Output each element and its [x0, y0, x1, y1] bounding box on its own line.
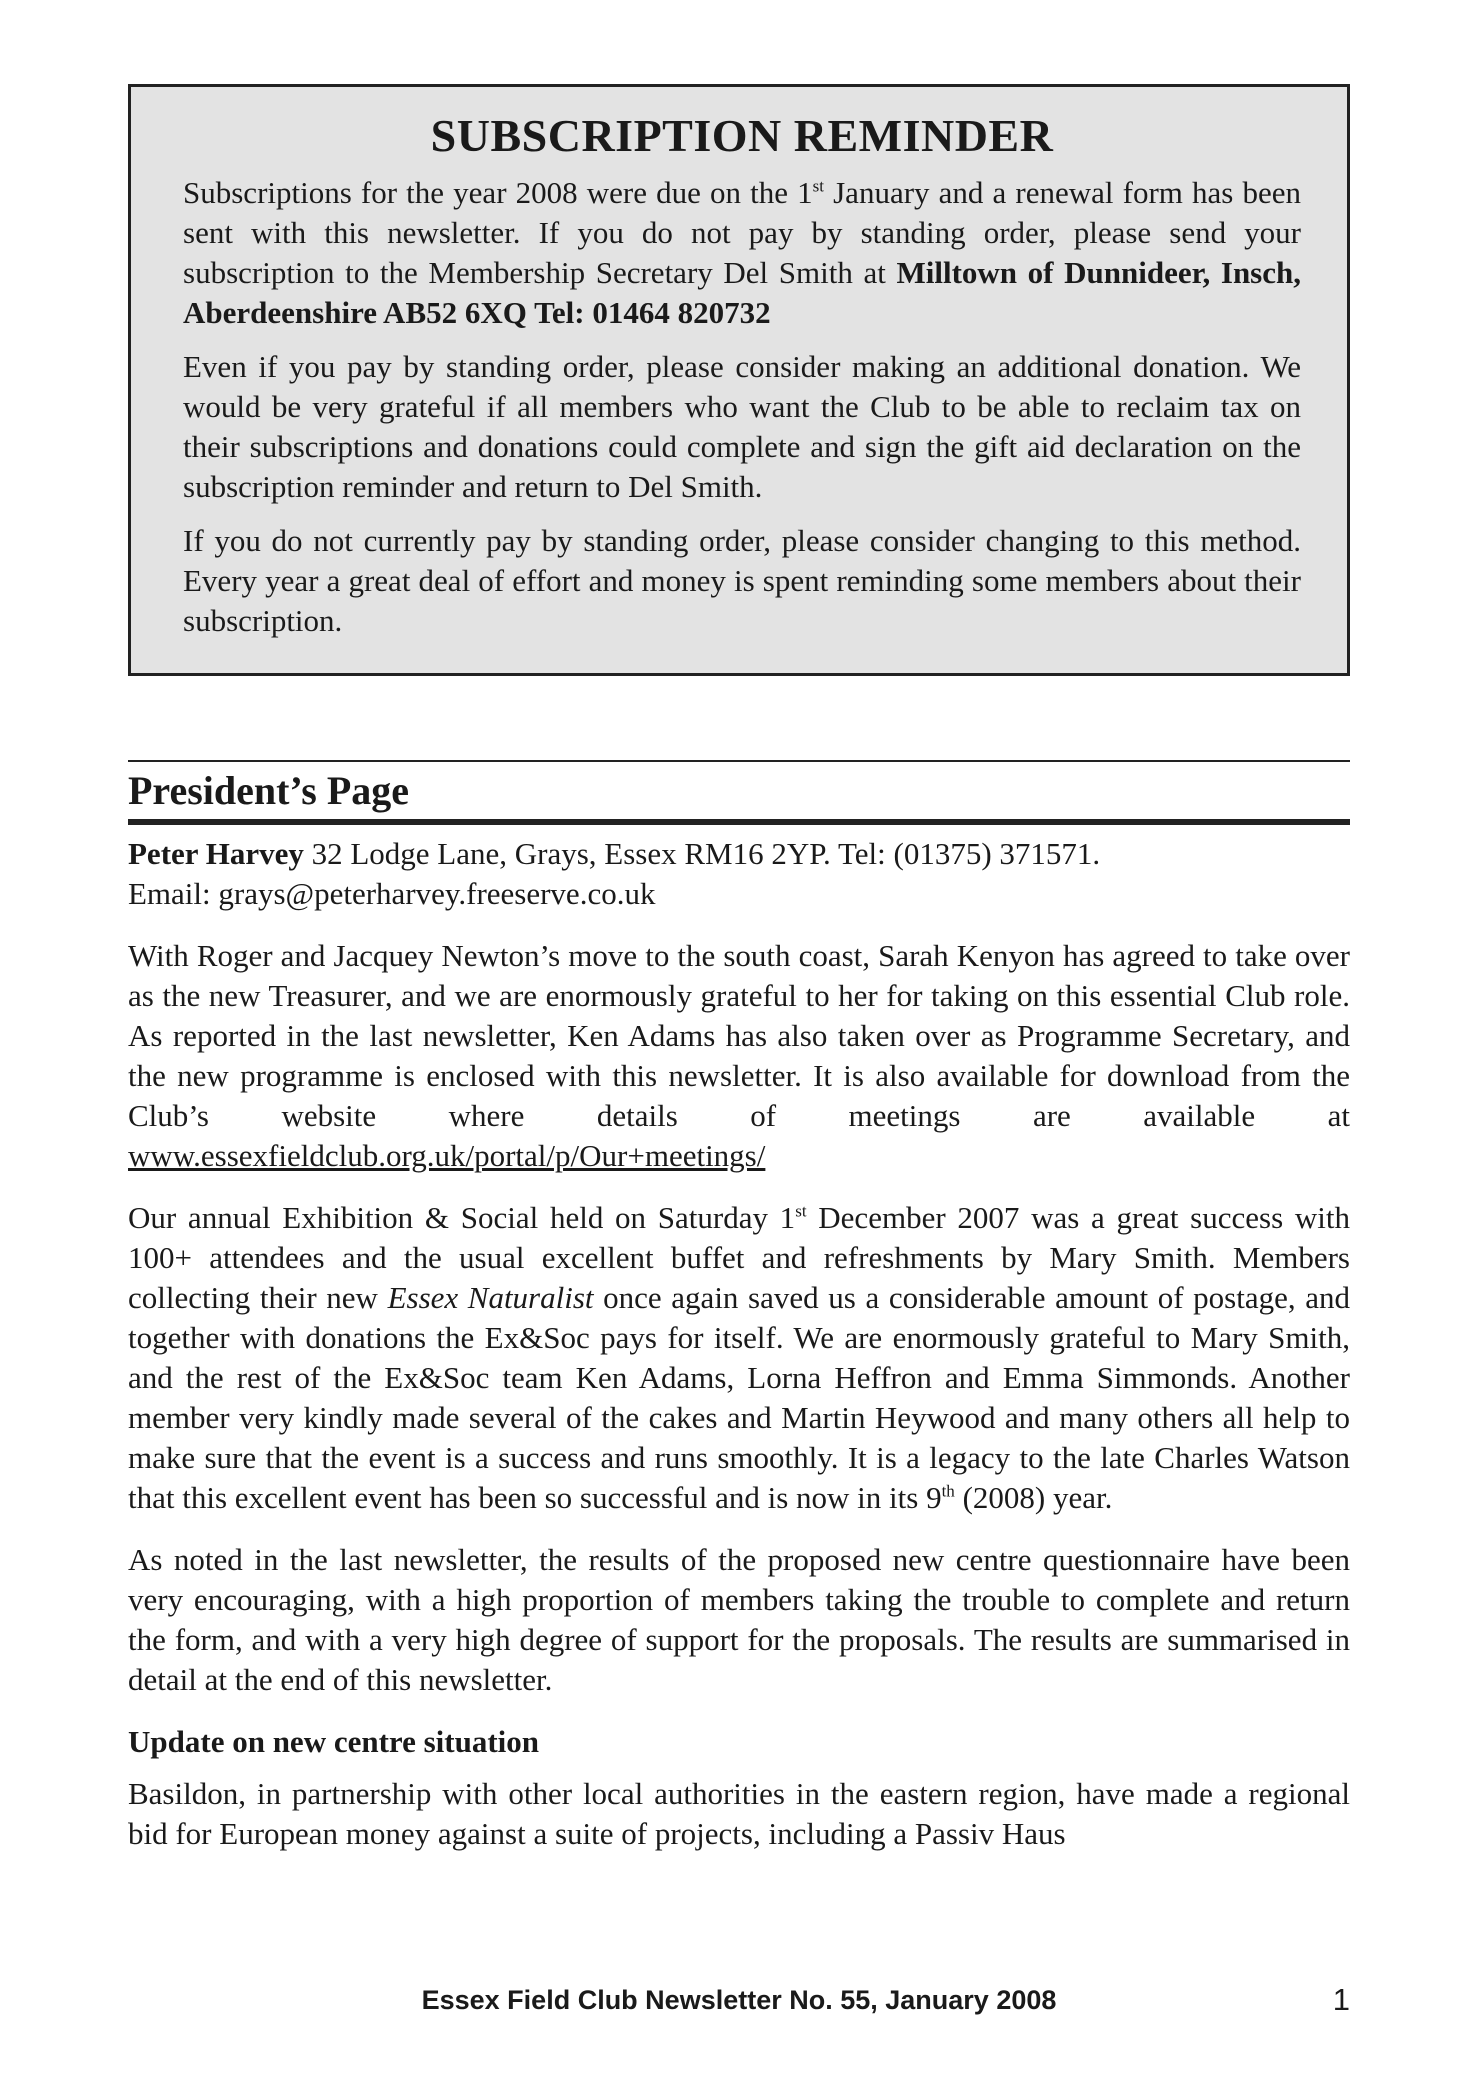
president-p2-text-c: once again saved us a considerable amount of postage, and together with donations the Ex&Soc pays for itself. We are enormously grateful to Mary Smith, and the rest of the Ex&Soc team Ken Adams, Lorna Heffron and Emma Simmonds. Another member very kindly made several of the cakes and Martin Heywood and many others all help to make sure that the event is a success and runs smoothly. It is a legacy to the late Charles Watson that this excellent event has been so successful and is now in its 9	[128, 1280, 1350, 1515]
presidents-page-body	[128, 834, 1350, 1876]
president-p2-text-b: December 2007 was a great success with 100+ attendees and the usual excellent buffet and refreshments by Mary Smith. Members collecting their new	[128, 1200, 1350, 1315]
footer-title: Essex Field Club Newsletter No. 55, January 2008	[421, 1985, 1057, 2015]
subscription-reminder-box	[128, 84, 1350, 676]
president-paragraph-1	[128, 936, 1350, 1176]
page-footer	[128, 1980, 1350, 2020]
subscription-p1-text-a: Subscriptions for the year 2008 were due on the 1	[183, 175, 813, 210]
president-paragraph-3: As noted in the last newsletter, the results of the proposed new centre questionnaire have been very encouraging, with a high proportion of members taking the trouble to complete and return the form, and with a very high degree of support for the proposals. The results are summarised in detail at the end of this newsletter.	[128, 1542, 1350, 1697]
president-email: Email: grays@peterharvey.freeserve.co.uk	[128, 876, 656, 911]
presidents-page-heading: President’s Page	[128, 768, 410, 813]
subscription-paragraph-2: Even if you pay by standing order, please consider making an additional donation. We would be very grateful if all members who want the Club to be able to reclaim tax on their subscriptions and donations could complete and sign the gift aid declaration on the subscription reminder and return to Del Smith.	[183, 349, 1301, 504]
president-p2-text-d: (2008) year.	[954, 1480, 1113, 1515]
president-address: 32 Lodge Lane, Grays, Essex RM16 2YP. Tel: (01375) 371571.	[303, 836, 1101, 871]
president-p2-text-a: Our annual Exhibition & Social held on Saturday 1	[128, 1200, 796, 1235]
section-rule-top	[128, 760, 1350, 762]
president-p1-text: With Roger and Jacquey Newton’s move to the south coast, Sarah Kenyon has agreed to take over as the new Treasurer, and we are enormously grateful to her for taking on this essential Club role. As reported in the last newsletter, Ken Adams has also taken over as Programme Secretary, and the new programme is enclosed with this newsletter. It is also available for download from the Club’s website where details of meetings are available at	[128, 938, 1350, 1133]
page-number: 1	[1332, 1982, 1350, 2017]
subscription-paragraph-3: If you do not currently pay by standing order, please consider changing to this method. Every year a great deal of effort and money is spent reminding some members about their subscription.	[183, 523, 1301, 638]
president-contact	[128, 834, 1350, 914]
section-rule-bottom	[128, 819, 1350, 825]
president-paragraph-2	[128, 1198, 1350, 1518]
essex-naturalist-title: Essex Naturalist	[387, 1280, 594, 1315]
president-p2-sup-1: st	[795, 1201, 807, 1221]
subscription-paragraph-1	[183, 173, 1301, 333]
subscription-p1-sup: st	[812, 176, 824, 196]
president-p2-sup-2: th	[941, 1481, 955, 1501]
president-paragraph-4: Basildon, in partnership with other local authorities in the eastern region, have made a regional bid for European money against a suite of projects, including a Passiv Haus	[128, 1776, 1350, 1851]
subscription-address: Milltown of Dunnideer, Insch, Aberdeenshire AB52 6XQ Tel: 01464 820732	[183, 255, 1301, 330]
subscription-title: SUBSCRIPTION REMINDER	[430, 110, 1054, 161]
meetings-link[interactable]: www.essexfieldclub.org.uk/portal/p/Our+meetings/	[128, 1138, 766, 1173]
subscription-p1-text-b: January and a renewal form has been sent with this newsletter. If you do not pay by standing order, please send your subscription to the Membership Secretary Del Smith at	[183, 175, 1301, 290]
new-centre-subheading: Update on new centre situation	[128, 1724, 540, 1759]
president-name: Peter Harvey	[128, 836, 304, 871]
